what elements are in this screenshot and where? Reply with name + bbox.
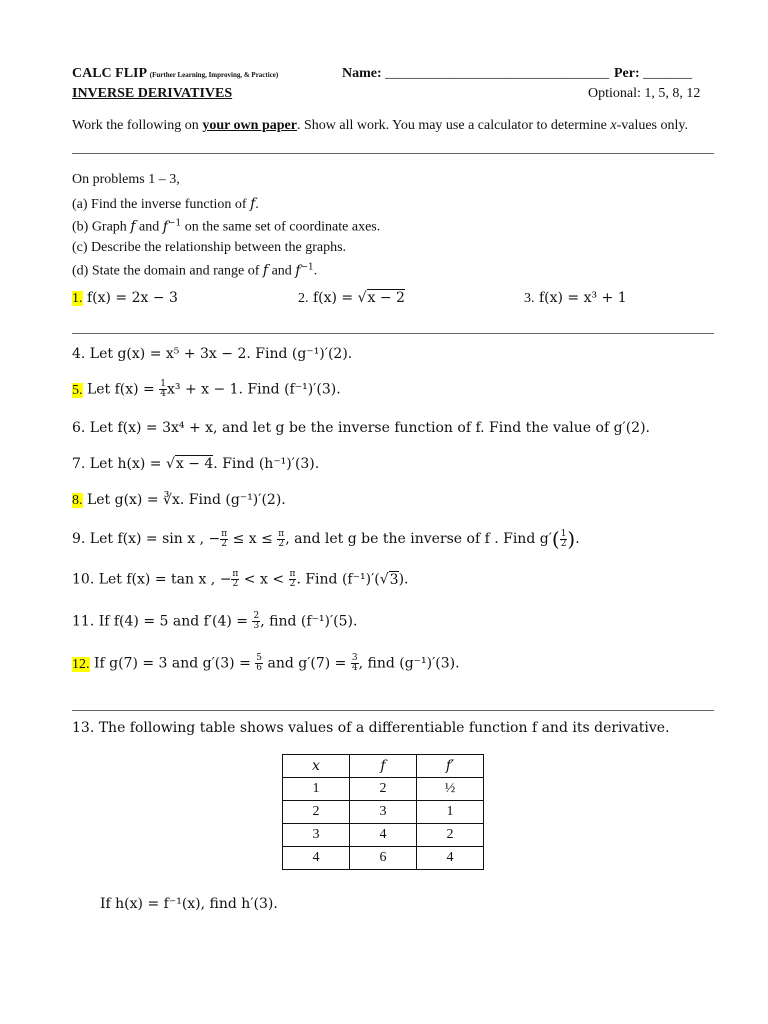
problem-7: 7. Let h(x) = √x − 4. Find (h⁻¹)′(3).	[72, 456, 320, 472]
problem-12-part-a: If g(7) = 3 and g′(3) =	[89, 655, 256, 672]
frac-numerator: π	[232, 569, 239, 579]
problem-11	[72, 612, 357, 631]
table-cell: ½	[417, 778, 484, 801]
problem-7-part-a: 7. Let h(x) =	[72, 456, 166, 472]
frac-numerator: 3	[351, 653, 358, 663]
problem-10-part-c: . Find (f⁻¹)′	[296, 571, 375, 588]
problem-6: 6. Let f(x) = 3x⁴ + x, and let g be the inverse function of f. Find the value of g′(2).	[72, 420, 651, 436]
frac-numerator: π	[289, 569, 296, 579]
f-symbol: f	[250, 196, 256, 212]
problem-10-part-a: 10. Let f(x) = tan x , −	[72, 571, 232, 588]
problem-8	[72, 492, 286, 509]
problem-11-part-a: 11. If f(4) = 5 and f′(4) =	[72, 613, 253, 630]
instruction-d-text: (d) State the domain and range of	[72, 263, 263, 279]
frac-denominator: 2	[560, 538, 567, 549]
frac-denominator: 6	[256, 663, 263, 673]
table-cell: 6	[350, 847, 417, 870]
frac-denominator: 4	[160, 389, 166, 399]
problem-9-part-b: ≤ x ≤	[228, 531, 278, 547]
table-cell: 2	[417, 824, 484, 847]
problem-10: 10. Let f(x) = tan x , − $\frac{\pi}{2}$ < x < $\frac{\pi}{2}$ . Find (f⁻¹)′(√3).	[72, 569, 409, 589]
problem-12-part-c: , find (g⁻¹)′(3).	[358, 655, 460, 672]
table-header-cell: f′	[417, 755, 484, 778]
table-cell: 1	[417, 801, 484, 824]
frac-denominator: 3	[253, 621, 260, 631]
frac-denominator: 2	[221, 538, 228, 549]
instructions-tail: -values only.	[616, 118, 688, 133]
fraction-pi-over-2	[220, 530, 228, 549]
instructions-after: . Show all work. You may use a calculator to determine	[296, 118, 611, 133]
problem-4: 4. Let g(x) = x⁵ + 3x − 2. Find (g⁻¹)′(2).	[72, 346, 353, 362]
name-blank: ________________________________	[385, 66, 610, 81]
problem-3-expr: f(x) = x³ + 1	[538, 290, 627, 306]
problem-10-part-b: < x <	[239, 571, 289, 588]
problem-1	[72, 290, 178, 307]
problem-2-radicand: x − 2	[367, 290, 405, 306]
name-field[interactable]	[342, 66, 609, 82]
problem-2-number: 2.	[298, 291, 309, 306]
f-symbol: f	[130, 218, 136, 235]
table-cell: 3	[283, 824, 350, 847]
table-cell: 2	[350, 778, 417, 801]
divider-2	[72, 333, 714, 334]
divider-1	[72, 153, 714, 154]
problem-5	[72, 380, 341, 399]
frac-numerator: 5	[256, 653, 263, 663]
table-cell: 4	[283, 847, 350, 870]
table-header-cell: x	[283, 755, 350, 778]
per-blank: _______	[643, 66, 693, 81]
table-header-row	[283, 755, 484, 778]
instruction-c: (c) Describe the relationship between the graphs.	[72, 240, 347, 255]
table-header-cell: f	[350, 755, 417, 778]
problem-13: 13. The following table shows values of a differentiable function f and its derivative.	[72, 720, 670, 736]
frac-denominator: 2	[232, 579, 239, 589]
problem-13-question: If h(x) = f⁻¹(x), find h′(3).	[100, 896, 278, 912]
topic-heading: INVERSE DERIVATIVES	[72, 86, 233, 101]
problem-9-part-c: , and let g be the inverse of f . Find g′	[285, 531, 552, 547]
problem-7-radicand: x − 4	[175, 456, 214, 472]
instruction-b-end: on the same set of coordinate axes.	[181, 219, 381, 235]
f-inverse-symbol: $f^{-1}$	[162, 218, 182, 235]
table-cell: 1	[283, 778, 350, 801]
instruction-d-mid: and	[268, 263, 296, 279]
instructions	[72, 118, 688, 134]
instructions-before: Work the following on	[72, 118, 203, 133]
table-cell: 2	[283, 801, 350, 824]
instruction-b-mid: and	[135, 219, 163, 235]
frac-numerator: 1	[160, 379, 166, 389]
problem-8-part-a: Let g(x) =	[82, 492, 164, 508]
problem-1-number: 1.	[72, 291, 83, 306]
problem-11-part-b: , find (f⁻¹)′(5).	[260, 613, 358, 630]
section1-intro: On problems 1 – 3,	[72, 172, 180, 187]
table-cell: 4	[350, 824, 417, 847]
problem-12-number: 12.	[72, 656, 90, 672]
paren-close: )	[567, 527, 576, 551]
problem-12-part-b: and g′(7) =	[263, 655, 351, 672]
frac-numerator: π	[278, 528, 285, 539]
divider-3	[72, 710, 714, 711]
frac-denominator: 4	[351, 663, 358, 673]
table-row	[283, 778, 484, 801]
frac-denominator: 2	[289, 579, 296, 589]
fraction-five-sixths	[255, 654, 263, 673]
table-row	[283, 801, 484, 824]
f-inverse-symbol: $f^{-1}$	[295, 262, 314, 279]
problem-3	[524, 290, 627, 307]
problem-2: 2. f(x) = √x − 2	[298, 290, 405, 306]
values-table	[282, 754, 484, 870]
instruction-a: (a) Find the inverse function of f.	[72, 196, 259, 212]
name-label: Name:	[342, 66, 382, 81]
instruction-a-text: (a) Find the inverse function of	[72, 197, 251, 212]
frac-denominator: 2	[278, 538, 285, 549]
paren-open: (	[551, 527, 560, 551]
title-text: CALC FLIP	[72, 66, 147, 81]
worksheet-title	[72, 66, 278, 82]
per-label: Per:	[614, 66, 640, 81]
table-row	[283, 824, 484, 847]
instructions-var: x	[610, 118, 617, 133]
problem-1-expr: f(x) = 2x − 3	[86, 290, 178, 306]
instruction-d: (d) State the domain and range of f and $f^{-1}$.	[72, 262, 318, 279]
frac-numerator: 1	[560, 528, 567, 539]
problem-8-cube-root: ∛x	[163, 492, 180, 508]
problem-12	[72, 654, 460, 673]
problem-10-radicand: 3	[389, 571, 399, 588]
frac-numerator: π	[221, 528, 228, 539]
table-cell: 3	[350, 801, 417, 824]
problem-7-part-b: . Find (h⁻¹)′(3).	[213, 456, 320, 472]
fraction-three-fourths	[351, 654, 359, 673]
problem-5-part-b: x³ + x − 1. Find (f⁻¹)′(3).	[166, 381, 341, 398]
fraction-one-fourth	[159, 380, 167, 399]
instructions-emphasis: your own paper	[202, 118, 297, 133]
period-field[interactable]	[614, 66, 692, 82]
problem-5-number: 5.	[72, 382, 83, 398]
problem-9-part-a: 9. Let f(x) = sin x , −	[72, 531, 221, 547]
instruction-b	[72, 218, 380, 236]
optional-note: Optional: 1, 5, 8, 12	[588, 86, 701, 101]
instruction-b-text: (b) Graph	[72, 219, 131, 235]
f-symbol: f	[262, 262, 269, 279]
frac-numerator: 2	[253, 611, 260, 621]
problem-9: 9. Let f(x) = sin x , − $\frac{\pi}{2}$ ≤ x ≤ $\frac{\pi}{2}$ , and let g be the inverse of f . Find g′( $\frac{1}{2}$ ).	[72, 527, 580, 551]
table-row	[283, 847, 484, 870]
table-cell: 4	[417, 847, 484, 870]
problem-8-part-b: . Find (g⁻¹)′(2).	[179, 492, 286, 508]
problem-3-number: 3.	[524, 291, 535, 306]
problem-5-part-a: Let f(x) =	[82, 381, 160, 398]
problem-2-lhs: f(x) =	[312, 290, 358, 306]
problem-8-number: 8.	[72, 493, 83, 508]
title-subtitle: (Further Learning, Improving, & Practice)	[149, 71, 279, 79]
